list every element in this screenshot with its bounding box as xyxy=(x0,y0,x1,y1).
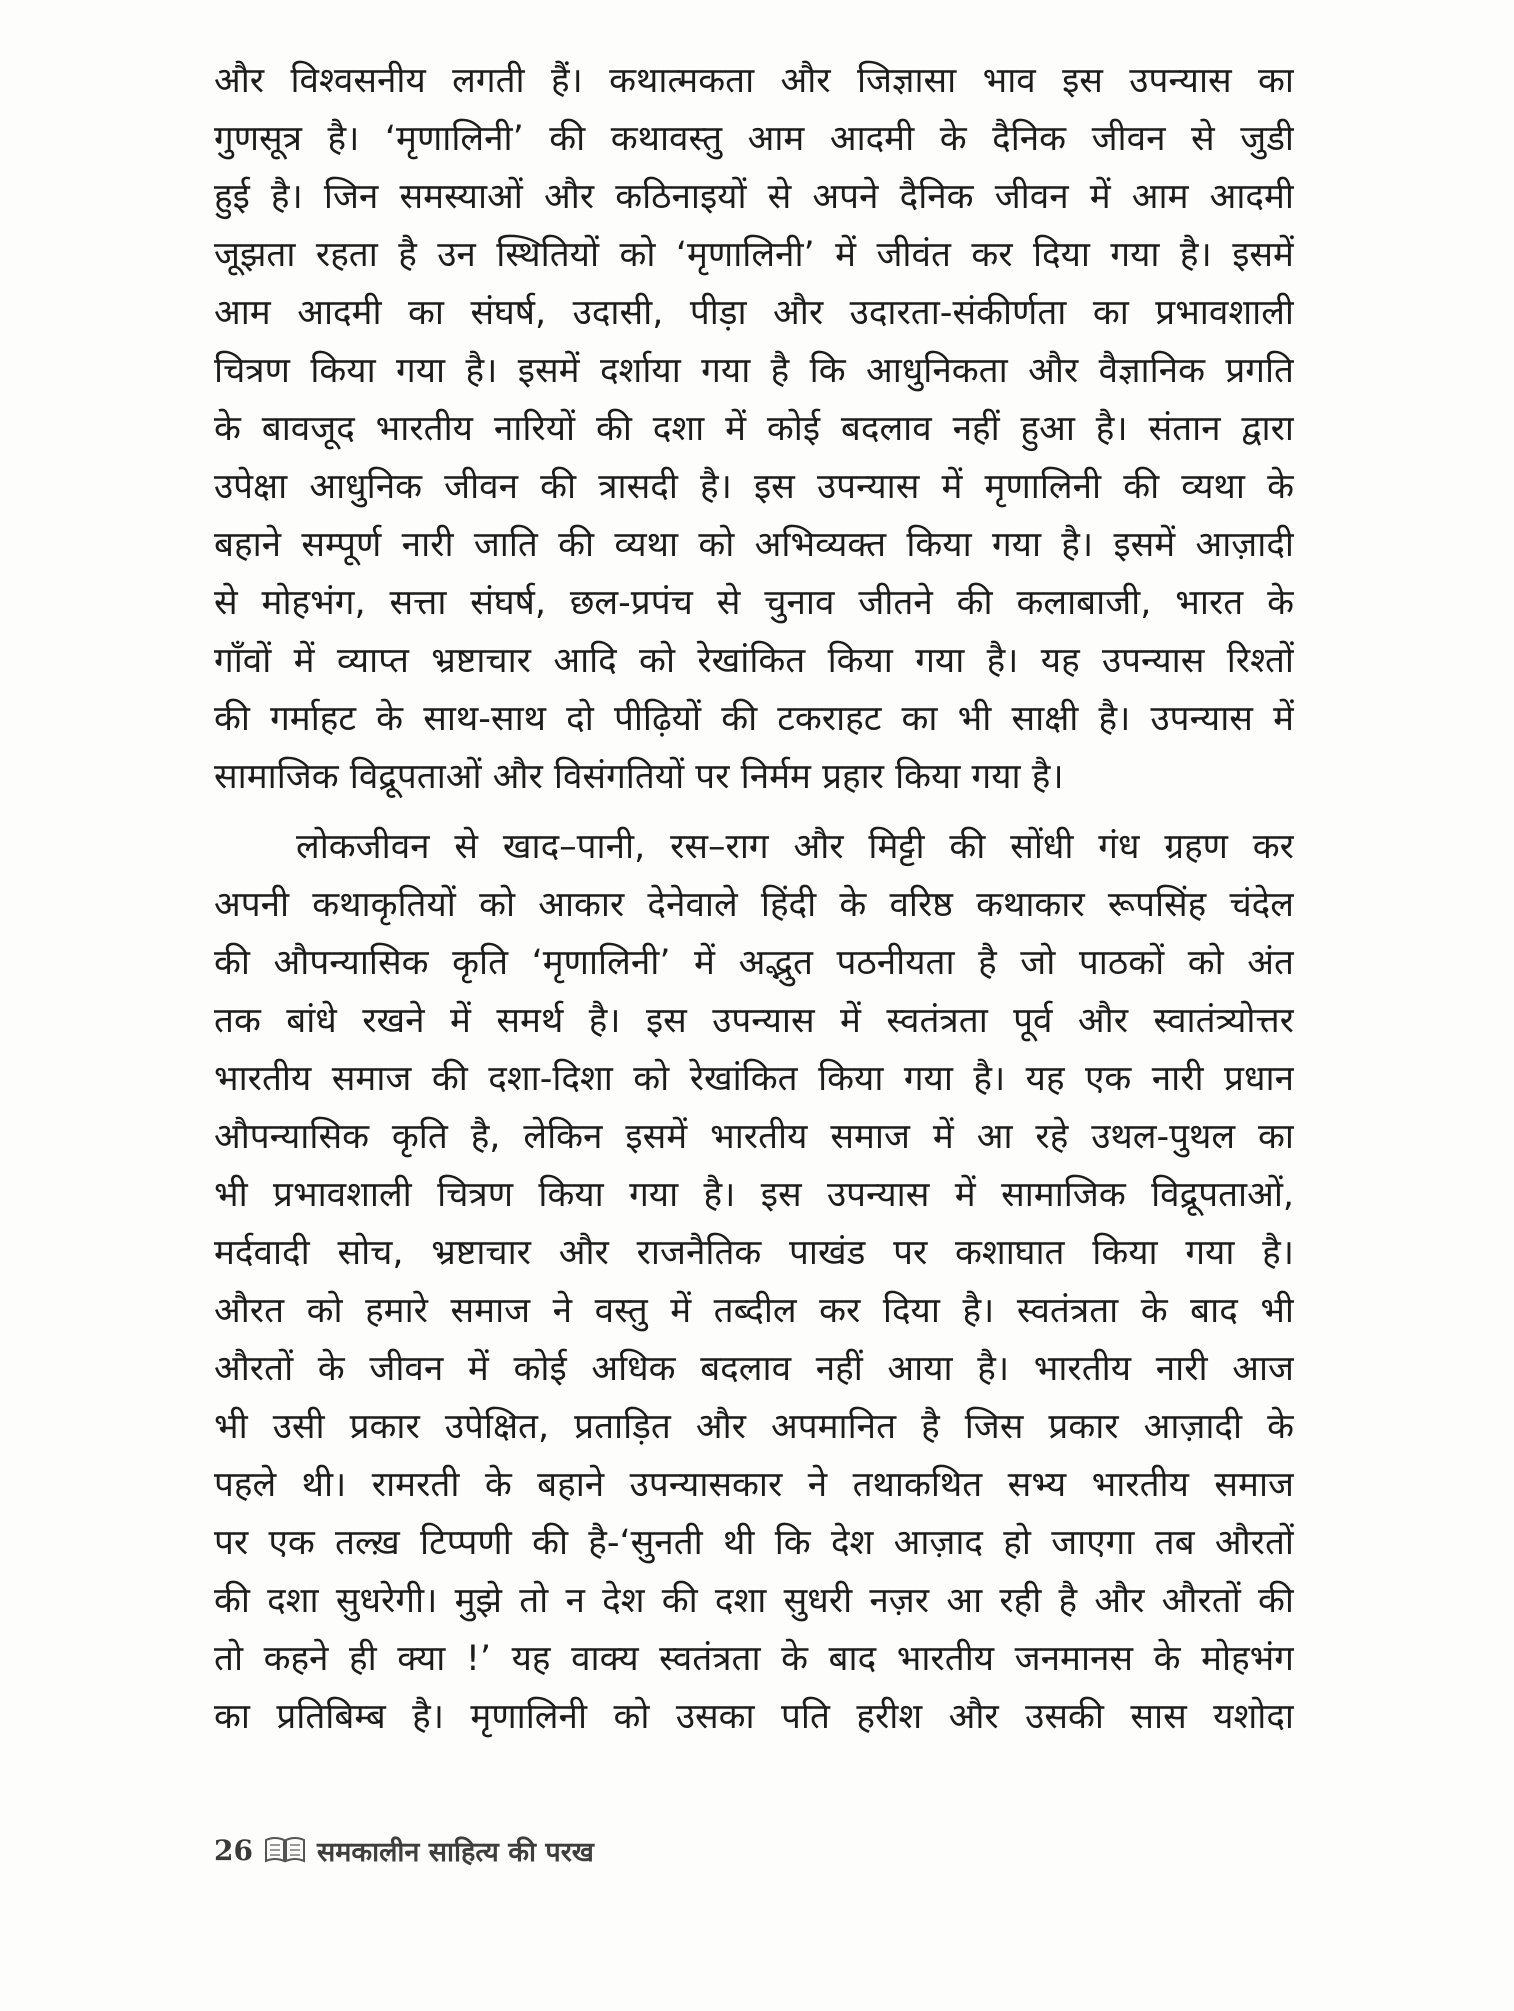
text-line: हुई है। जिन समस्याओं और कठिनाइयों से अपने दैनिक जीवन में आम आदमी xyxy=(214,177,1294,217)
open-book-icon xyxy=(263,1835,307,1865)
text-line: आम आदमी का संघर्ष, उदासी, पीड़ा और उदारता-संकीर्णता का प्रभावशाली xyxy=(214,293,1294,333)
text-line: की गर्माहट के साथ-साथ दो पीढ़ियों की टकराहट का भी साक्षी है। उपन्यास में xyxy=(214,699,1294,739)
text-line: औपन्यासिक कृति है, लेकिन इसमें भारतीय समाज में आ रहे उथल-पुथल का xyxy=(214,1117,1294,1157)
book-title: समकालीन साहित्य की परख xyxy=(316,1836,594,1868)
text-line: मर्दवादी सोच, भ्रष्टाचार और राजनैतिक पाखंड पर कशाघात किया गया है। xyxy=(214,1233,1294,1273)
page-number: 26 xyxy=(214,1833,253,1867)
text-line: गुणसूत्र है। ‘मृणालिनी’ की कथावस्तु आम आदमी के दैनिक जीवन से जुडी xyxy=(214,119,1294,159)
text-line: औरतों के जीवन में कोई अधिक बदलाव नहीं आया है। भारतीय नारी आज xyxy=(214,1349,1294,1389)
text-line: से मोहभंग, सत्ता संघर्ष, छल-प्रपंच से चुनाव जीतने की कलाबाजी, भारत के xyxy=(214,583,1294,623)
body-text xyxy=(214,52,1294,1746)
text-line: तक बांधे रखने में समर्थ है। इस उपन्यास में स्वतंत्रता पूर्व और स्वातंत्र्योत्तर xyxy=(214,1001,1294,1041)
text-line: सामाजिक विद्रूपताओं और विसंगतियों पर निर्मम प्रहार किया गया है। xyxy=(214,757,1064,797)
text-line: जूझता रहता है उन स्थितियों को ‘मृणालिनी’ में जीवंत कर दिया गया है। इसमें xyxy=(214,235,1294,275)
paragraph-1 xyxy=(214,52,1294,806)
text-line: गाँवों में व्याप्त भ्रष्टाचार आदि को रेखांकित किया गया है। यह उपन्यास रिश्तों xyxy=(214,641,1294,681)
paragraph-2 xyxy=(214,818,1294,1746)
text-line: भी प्रभावशाली चित्रण किया गया है। इस उपन्यास में सामाजिक विद्रूपताओं, xyxy=(214,1175,1294,1215)
text-line: बहाने सम्पूर्ण नारी जाति की व्यथा को अभिव्यक्त किया गया है। इसमें आज़ादी xyxy=(214,525,1294,565)
text-line: औरत को हमारे समाज ने वस्तु में तब्दील कर दिया है। स्वतंत्रता के बाद भी xyxy=(214,1291,1294,1331)
text-line: उपेक्षा आधुनिक जीवन की त्रासदी है। इस उपन्यास में मृणालिनी की व्यथा के xyxy=(214,467,1294,507)
text-line: अपनी कथाकृतियों को आकार देनेवाले हिंदी के वरिष्ठ कथाकार रूपसिंह चंदेल xyxy=(214,885,1294,925)
text-line: पहले थी। रामरती के बहाने उपन्यासकार ने तथाकथित सभ्य भारतीय समाज xyxy=(214,1465,1294,1505)
text-line: और विश्वसनीय लगती हैं। कथात्मकता और जिज्ञासा भाव इस उपन्यास का xyxy=(214,61,1294,101)
text-line: का प्रतिबिम्ब है। मृणालिनी को उसका पति हरीश और उसकी सास यशोदा xyxy=(214,1697,1294,1737)
text-line: की दशा सुधरेगी। मुझे तो न देश की दशा सुधरी नज़र आ रही है और औरतों की xyxy=(214,1581,1294,1621)
text-line: भी उसी प्रकार उपेक्षित, प्रताड़ित और अपमानित है जिस प्रकार आज़ादी के xyxy=(214,1407,1294,1447)
text-line: भारतीय समाज की दशा-दिशा को रेखांकित किया गया है। यह एक नारी प्रधान xyxy=(214,1059,1294,1099)
text-line: लोकजीवन से खाद–पानी, रस–राग और मिट्टी की सोंधी गंध ग्रहण कर xyxy=(296,827,1294,867)
page-footer xyxy=(214,1828,594,1872)
text-line: तो कहने ही क्या !’ यह वाक्य स्वतंत्रता के बाद भारतीय जनमानस के मोहभंग xyxy=(214,1639,1294,1679)
text-line: पर एक तल्ख़ टिप्पणी की है-‘सुनती थी कि देश आज़ाद हो जाएगा तब औरतों xyxy=(214,1523,1294,1563)
text-line: चित्रण किया गया है। इसमें दर्शाया गया है कि आधुनिकता और वैज्ञानिक प्रगति xyxy=(214,351,1294,391)
text-line: के बावजूद भारतीय नारियों की दशा में कोई बदलाव नहीं हुआ है। संतान द्वारा xyxy=(214,409,1294,449)
text-line: की औपन्यासिक कृति ‘मृणालिनी’ में अद्भुत पठनीयता है जो पाठकों को अंत xyxy=(214,943,1294,983)
